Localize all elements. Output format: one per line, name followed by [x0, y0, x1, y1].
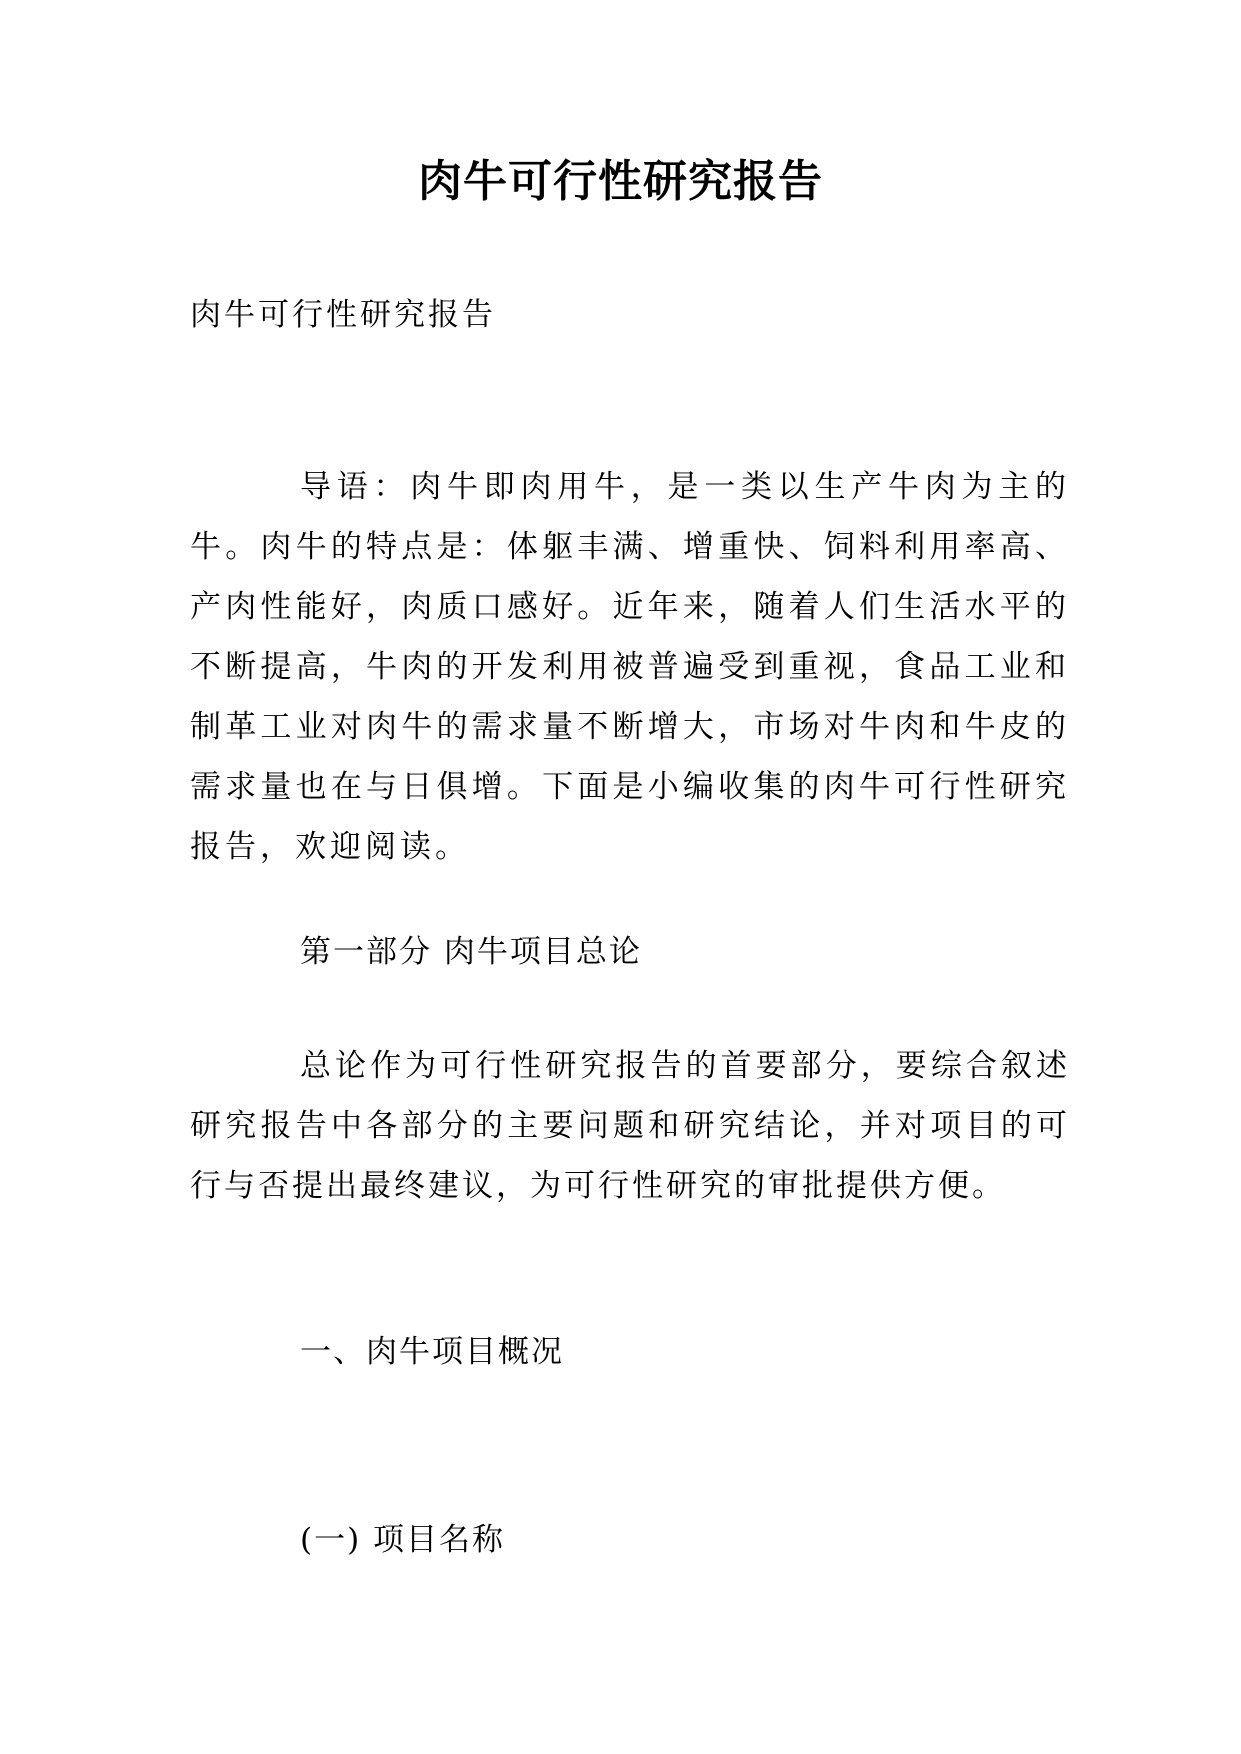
- document-title: 肉牛可行性研究报告: [418, 156, 823, 207]
- section-one-heading: 一、肉牛项目概况: [300, 1334, 564, 1370]
- section-one-a-heading: (一) 项目名称: [300, 1522, 506, 1558]
- document-subtitle: 肉牛可行性研究报告: [190, 297, 496, 333]
- part-one-heading: 第一部分 肉牛项目总论: [300, 934, 642, 970]
- summary-paragraph: 总论作为可行性研究报告的首要部分，要综合叙述研究报告中各部分的主要问题和研究结论，并对项目的可行与否提出最终建议，为可行性研究的审批提供方便。: [190, 1048, 1070, 1204]
- intro-paragraph: 导语：肉牛即肉用牛，是一类以生产牛肉为主的牛。肉牛的特点是：体躯丰满、增重快、饲料利用率高、产肉性能好，肉质口感好。近年来，随着人们生活水平的不断提高，牛肉的开发利用被普遍受到重视，食品工业和制革工业对肉牛的需求量不断增大，市场对牛肉和牛皮的需求量也在与日俱增。下面是小编收集的肉牛可行性研究报告，欢迎阅读。: [190, 469, 1070, 865]
